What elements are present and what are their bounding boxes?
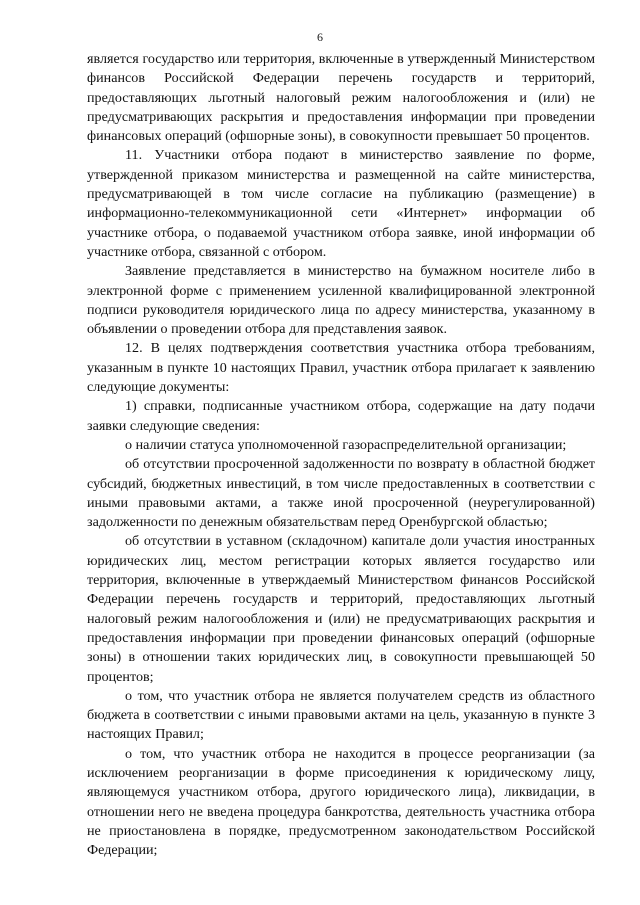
paragraph-status: о наличии статуса уполномоченной газораспределительной организации; bbox=[125, 436, 567, 453]
paragraph-no-reorganization: о том, что участник отбора не находится в процессе реорганизации (за исключением реорганизации в форме присоединения к юридическому лицу, являющемуся участником отбора, другого юридического лица), ликвидации, в отношении него не введена процедура банкротства, деятельность участника отбора не приостановлена в порядке, предусмотренном законодательством Российской Федерации; bbox=[87, 745, 595, 859]
paragraph-no-foreign-share: об отсутствии в уставном (складочном) капитале доли участия иностранных юридических лиц, местом регистрации которых является государство или территория, включенные в утверждаемый Министерством финансов Российской Федерации перечень государств и территорий, предоставляющих льготный налоговый режим налогообложения и (или) не предусматривающих раскрытия и предоставления информации при проведении финансовых операций (офшорные зоны) в отношении таких юридических лиц, в совокупности превышающей 50 процентов; bbox=[87, 533, 595, 685]
paragraph-item-11: 11. Участники отбора подают в министерство заявление по форме, утвержденной приказом министерства и размещенной на сайте министерства, предусматривающей в том числе согласие на публикацию (размещение) в информационно-телекоммуникационной сети «Интернет» информации об участнике отбора, о подаваемой участником отбора заявке, иной информации об участнике отбора, связанной с отбором. bbox=[87, 147, 595, 260]
page-number: 6 bbox=[317, 30, 323, 44]
document-body bbox=[87, 50, 595, 860]
paragraph-application-submission: Заявление представляется в министерство на бумажном носителе либо в электронной форме с применением усиленной квалифицированной электронной подписи руководителя юридического лица по адресу министерства, указанному в объявлении о проведении отбора для представления заявок. bbox=[87, 263, 595, 338]
paragraph-continuation: является государство или территория, включенные в утвержденный Министерством финансов Российской Федерации перечень государств и территорий, предоставляющих льготный налоговый режим налогообложения и (или) не предусматривающих раскрытия и предоставления информации при проведении финансовых операций (офшорные зоны), в совокупности превышает 50 процентов. bbox=[87, 51, 595, 145]
paragraph-item-12: 12. В целях подтверждения соответствия участника отбора требованиям, указанным в пункте 10 настоящих Правил, участник отбора прилагает к заявлению следующие документы: bbox=[87, 340, 595, 396]
paragraph-subitem-1: 1) справки, подписанные участником отбора, содержащие на дату подачи заявки следующие сведения: bbox=[87, 398, 595, 434]
paragraph-not-recipient: о том, что участник отбора не является получателем средств из областного бюджета в соответствии с иными правовыми актами на цель, указанную в пункте 3 настоящих Правил; bbox=[87, 687, 595, 743]
paragraph-no-debt: об отсутствии просроченной задолженности по возврату в областной бюджет субсидий, бюджетных инвестиций, в том числе предоставленных в соответствии с иными правовыми актами, а также иной просроченной (неурегулированной) задолженности по денежным обязательствам перед Оренбургской областью; bbox=[87, 456, 595, 531]
